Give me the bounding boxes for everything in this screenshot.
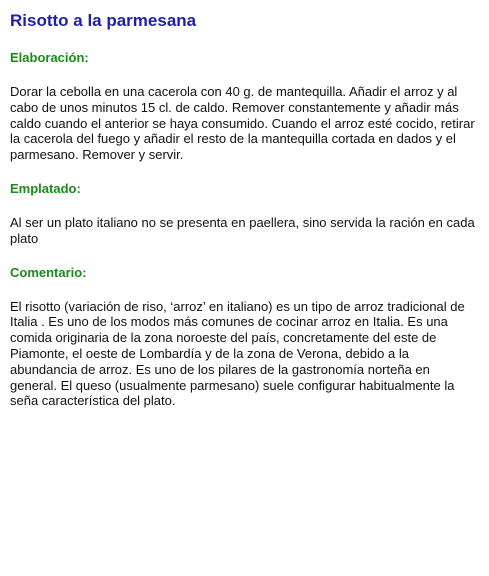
section-emplatado	[10, 181, 475, 247]
recipe-title: Risotto a la parmesana	[10, 11, 197, 30]
section-heading: Emplatado:	[10, 180, 81, 196]
section-elaboracion	[10, 50, 475, 163]
section-body: El risotto (variación de riso, ‘arroz’ en italiano) es un tipo de arroz tradicional de Italia . Es uno de los modos más comunes de cocinar arroz en Italia. Es una comida originaria de la zona noroeste del país, concretamente del este de Piamonte, el oeste de Lombardía y de la zona de Verona, debido a la abundancia de arroz. Es uno de los pilares de la gastronomía norteña en general. El queso (usualmente parmesano) suele configurar habitualmente la seña característica del plato.	[10, 298, 465, 409]
section-comentario	[10, 265, 475, 410]
section-body: Al ser un plato italiano no se presenta en paellera, sino servida la ración en cada plato	[10, 214, 475, 246]
section-heading: Elaboración:	[10, 50, 89, 65]
section-body: Dorar la cebolla en una cacerola con 40 g. de mantequilla. Añadir el arroz y al cabo de unos minutos 15 cl. de caldo. Remover constantemente y añadir más caldo cuando el anterior se haya consumido. Cuando el arroz esté cocido, retirar la cacerola del fuego y añadir el resto de la mantequilla cortada en dados y el parmesano. Remover y servir.	[10, 84, 475, 163]
section-heading: Comentario:	[10, 264, 87, 280]
